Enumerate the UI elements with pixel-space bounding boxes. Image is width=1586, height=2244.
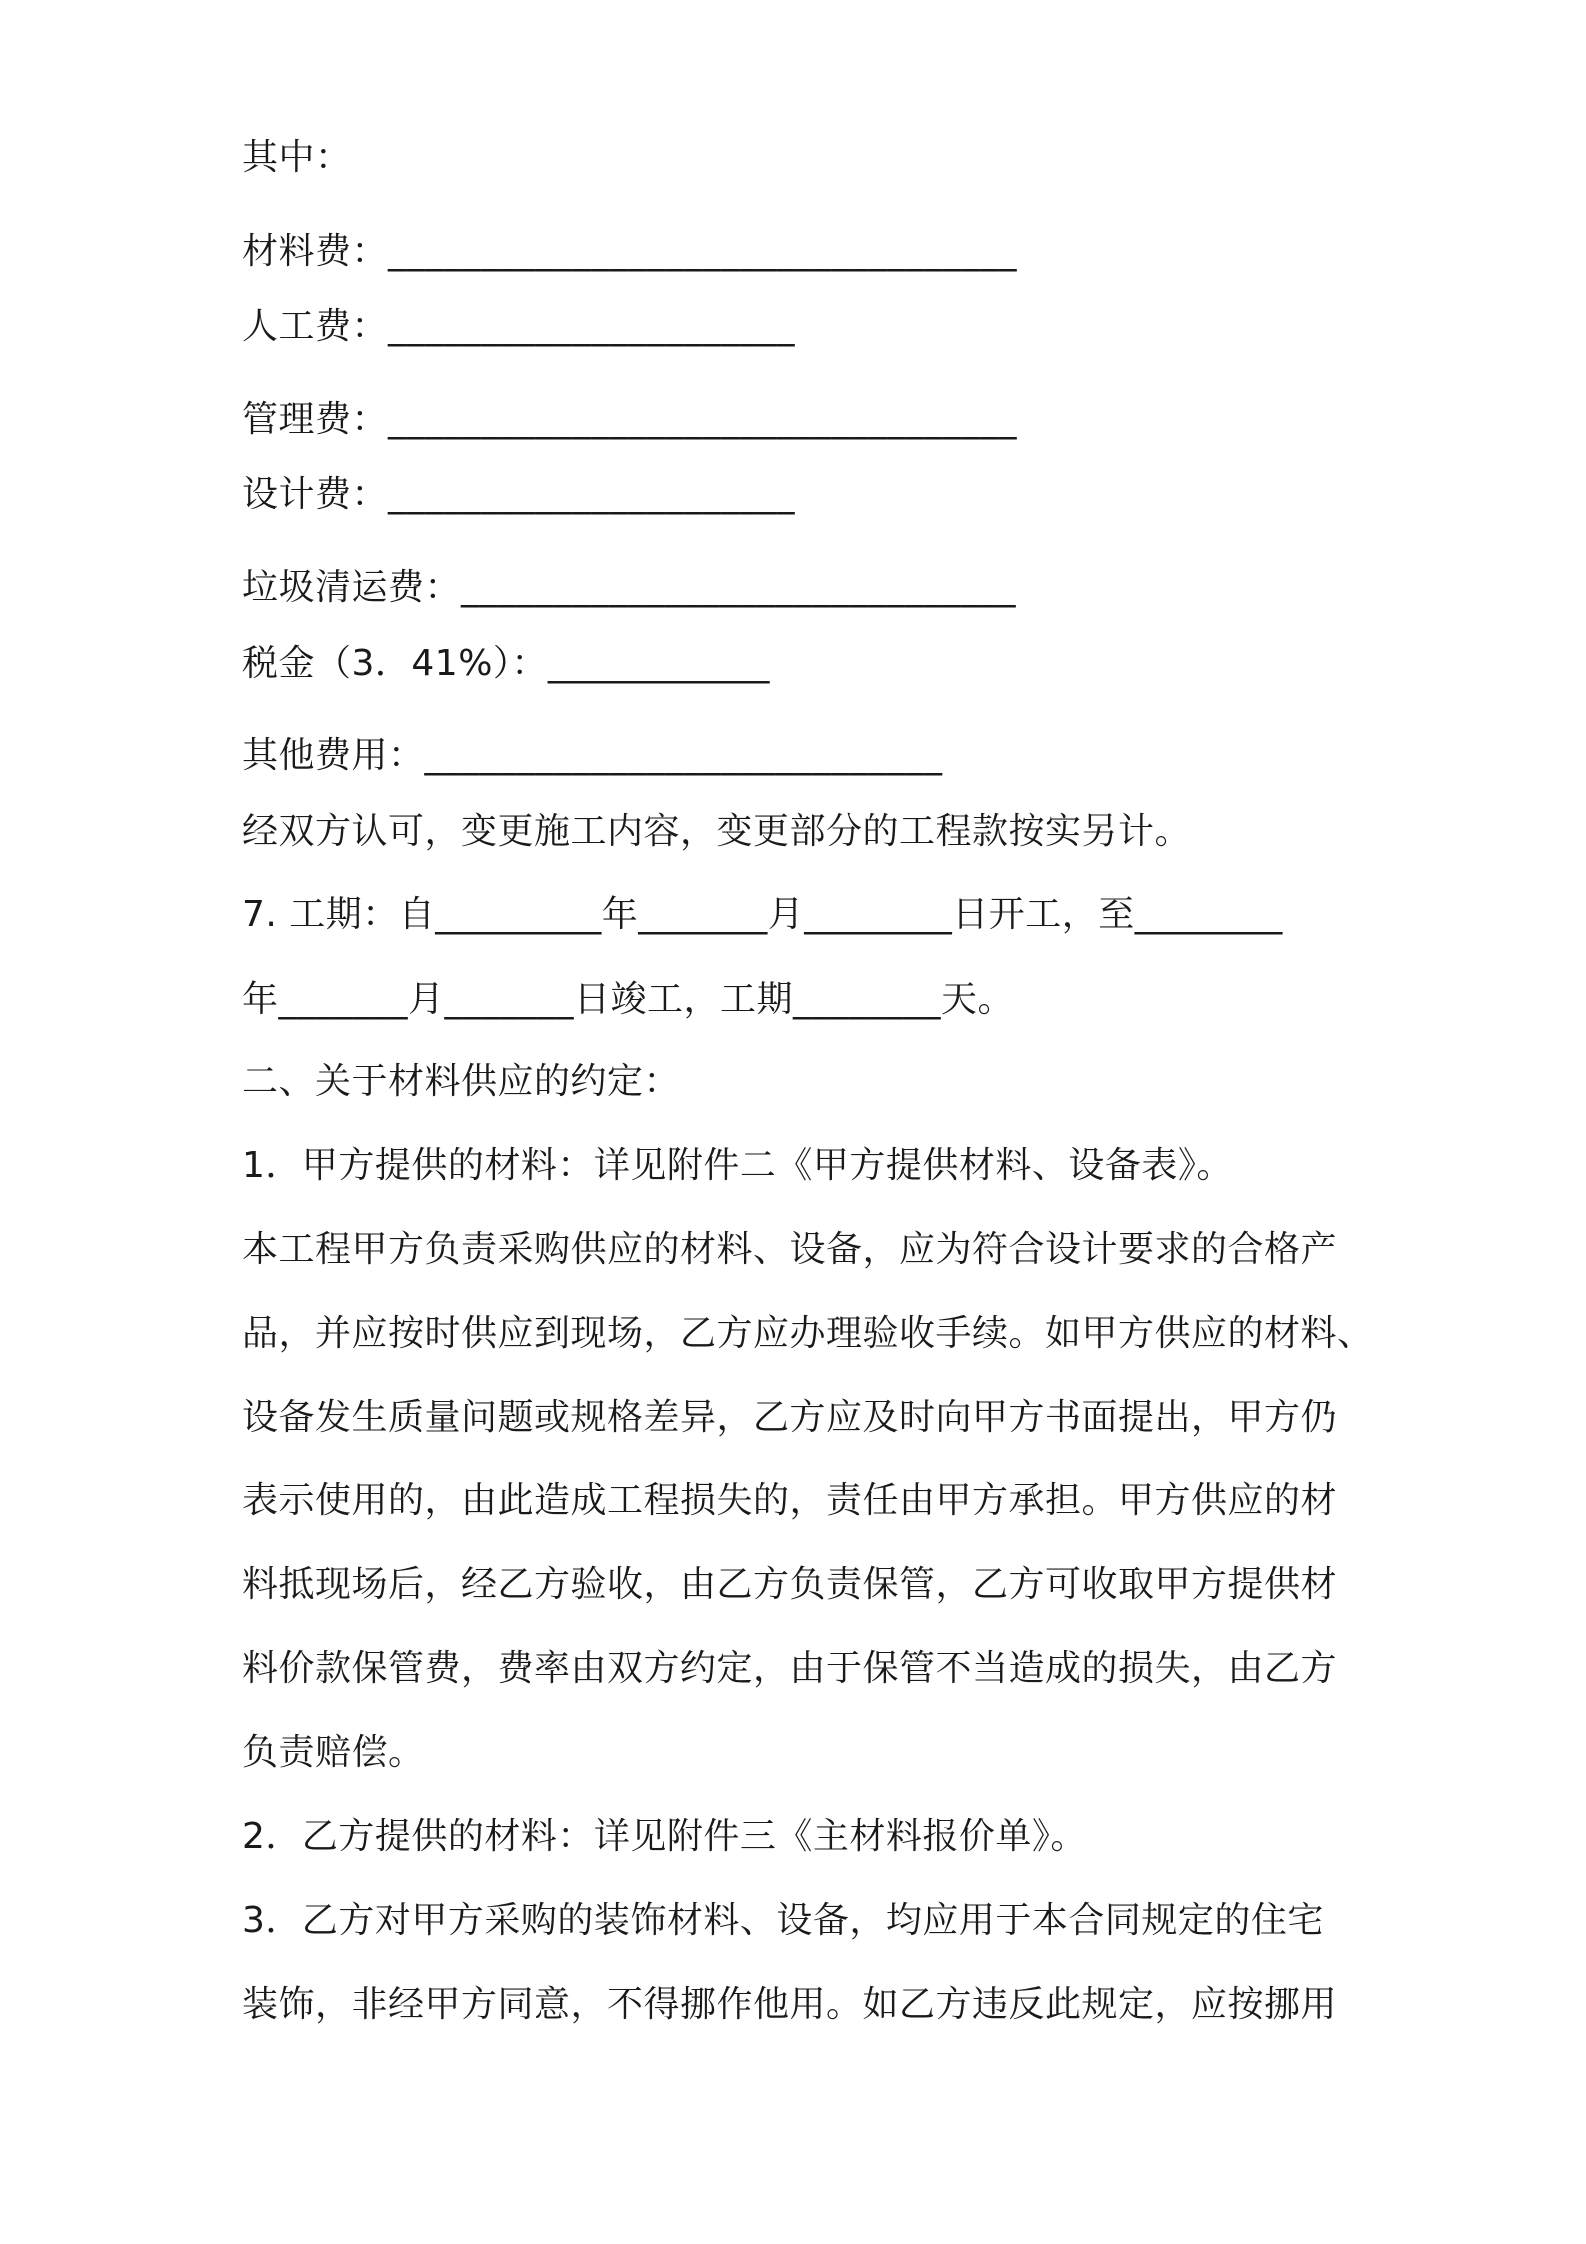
- other-fee-field: 其他费用：____________________________: [242, 735, 943, 776]
- clause-line: 2．乙方提供的材料：详见附件三《主材料报价单》。: [242, 1816, 1087, 1857]
- paragraph-line: 装饰，非经甲方同意，不得挪作他用。如乙方违反此规定，应按挪用: [242, 1984, 1338, 2025]
- clause-line: 3．乙方对甲方采购的装饰材料、设备，均应用于本合同规定的住宅: [242, 1900, 1324, 1941]
- paragraph-line: 表示使用的，由此造成工程损失的，责任由甲方承担。甲方供应的材: [242, 1480, 1338, 1521]
- paragraph-line: 经双方认可，变更施工内容，变更部分的工程款按实另计。: [242, 811, 1192, 852]
- paragraph-line: 设备发生质量问题或规格差异，乙方应及时向甲方书面提出，甲方仍: [242, 1397, 1338, 1438]
- paragraph-line: 料价款保管费，费率由双方约定，由于保管不当造成的损失，由乙方: [242, 1648, 1338, 1689]
- section-heading: 二、关于材料供应的约定：: [242, 1061, 681, 1102]
- design-fee-field: 设计费：______________________: [242, 474, 796, 515]
- paragraph-line: 料抵现场后，经乙方验收，由乙方负责保管，乙方可收取甲方提供材: [242, 1564, 1338, 1605]
- schedule-line: 年_______月_______日竣工，工期________天。: [242, 979, 1015, 1020]
- section-label: 其中：: [242, 137, 352, 178]
- clause-line: 1．甲方提供的材料：详见附件二《甲方提供材料、设备表》。: [242, 1145, 1233, 1186]
- paragraph-line: 品，并应按时供应到现场，乙方应办理验收手续。如甲方供应的材料、: [242, 1313, 1374, 1354]
- garbage-fee-field: 垃圾清运费：______________________________: [242, 567, 1017, 608]
- labor-fee-field: 人工费：______________________: [242, 306, 796, 347]
- paragraph-line: 本工程甲方负责采购供应的材料、设备，应为符合设计要求的合格产: [242, 1229, 1338, 1270]
- schedule-line: 7. 工期：自_________年_______月________日开工，至________: [242, 894, 1283, 935]
- paragraph-line: 负责赔偿。: [242, 1732, 425, 1773]
- material-fee-field: 材料费：__________________________________: [242, 231, 1018, 272]
- tax-field: 税金（3．41%）：____________: [242, 643, 770, 684]
- management-fee-field: 管理费：__________________________________: [242, 399, 1018, 440]
